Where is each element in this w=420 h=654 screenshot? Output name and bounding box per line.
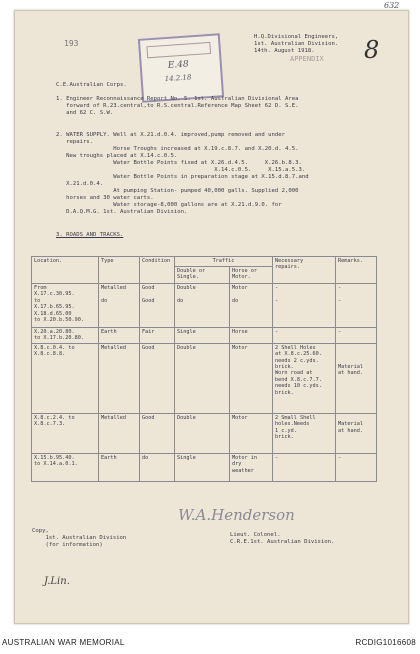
addressee: C.E.Australian Corps.	[56, 82, 127, 88]
stamp-ref: E.48	[167, 59, 190, 71]
col-condition: Condition	[140, 257, 175, 284]
table-row	[32, 284, 377, 328]
header-unit: H.Q.Divisional Engineers,	[254, 34, 339, 40]
footer-institution: AUSTRALIAN WAR MEMORIAL	[2, 638, 125, 647]
col-traffic: Traffic	[175, 257, 273, 267]
cell-condition: do	[140, 453, 175, 481]
cell-horse: Motor	[230, 343, 273, 413]
corner-archive-number: 632	[384, 1, 400, 10]
signature-block: Lieut. Colonel. C.R.E.1st. Australian Division.	[230, 532, 335, 545]
cell-type: Metalled do	[99, 284, 140, 328]
appendix-label: APPENDIX	[290, 55, 324, 63]
copy-distribution: Copy, 1st. Australian Division (for information)	[32, 528, 127, 548]
cell-location: X.20.a.20.80. to X.17.b.20.80.	[32, 328, 99, 344]
footer-identifier: RCDIG1016608	[355, 638, 416, 647]
cell-type: Earth	[99, 453, 140, 481]
cell-double: Single	[175, 328, 230, 344]
receipt-stamp	[138, 33, 224, 103]
cell-remarks: -	[336, 328, 377, 344]
cell-location: X.8.c.2.4. to X.8.c.7.3.	[32, 413, 99, 453]
col-remarks: Remarks.	[336, 257, 377, 284]
roads-table	[31, 256, 377, 482]
cell-repairs: - -	[273, 284, 336, 328]
table-row	[32, 328, 377, 344]
table-row	[32, 343, 377, 413]
col-double-single: Double or Single.	[175, 267, 230, 284]
cell-repairs: 2 Small Shell holes.Needs 1 c.yd. brick.	[273, 413, 336, 453]
col-type: Type	[99, 257, 140, 284]
cell-condition: Good	[140, 413, 175, 453]
paragraph-roads: 3. ROADS AND TRACKS.	[56, 232, 124, 238]
cell-double: Double do	[175, 284, 230, 328]
archive-footer	[0, 630, 420, 654]
cell-repairs: -	[273, 328, 336, 344]
header-date: 14th. August 1918.	[254, 48, 315, 54]
cell-location: X.15.b.95.40. to X.14.a.0.1.	[32, 453, 99, 481]
appendix-number: 8	[364, 36, 380, 64]
cell-type: Earth	[99, 328, 140, 344]
cell-repairs: 2 Shell Holes at X.8.c.25.60. needs 2 c.yds. brick. Worn road at bend X.8.c.7.7. needs 10 c.yds. brick.	[273, 343, 336, 413]
cell-location: From X.17.c.30.95. to X.17.b.65.95. X.18.d.65.00 to X.20.b.50.90.	[32, 284, 99, 328]
col-location: Location.	[32, 257, 99, 284]
stamp-date: 14.2.18	[164, 73, 192, 84]
cell-horse: Motor do	[230, 284, 273, 328]
cell-condition: Fair	[140, 328, 175, 344]
cell-double: Double	[175, 413, 230, 453]
header-division: 1st. Australian Division.	[254, 41, 339, 47]
cell-double: Double	[175, 343, 230, 413]
initials: J.Lin.	[44, 576, 70, 587]
cell-remarks: -	[336, 453, 377, 481]
cell-horse: Motor in dry weather	[230, 453, 273, 481]
cell-repairs: -	[273, 453, 336, 481]
cell-horse: Horse	[230, 328, 273, 344]
cell-condition: Good	[140, 343, 175, 413]
paragraph-water-supply: 2. WATER SUPPLY. Well at X.21.d.0.4. improved,pump removed and under repairs. Horse Troughs increased at X.19.c.8.7. and X.20.d. 4.5. New troughs placed at X.14.c.0.5. Water Bottle Points fixed at X.26.d.4.5. X.26.b.8.3. X.14.c.0.5. X.15.a.5.3. Water Bottle Points in preparation stage at X.15.d.8.7.and X.21.d.0.4. At pumping Station- pumped 40,000 galls. Supplied 2,000 horses and 30 water carts. Water storage-8,000 gallons are at X.21.d.9.0. for D.A.Q.M.G. 1st. Australian Division.	[56, 132, 309, 215]
cell-condition: Good Good	[140, 284, 175, 328]
cell-double: Single	[175, 453, 230, 481]
signature: W.A.Henderson	[178, 506, 295, 524]
col-repairs: Necessary repairs.	[273, 257, 336, 284]
cell-location: X.8.c.0.4. to X.8.c.8.8.	[32, 343, 99, 413]
cell-remarks: Material at hand.	[336, 343, 377, 413]
page-number: 193	[64, 39, 79, 48]
cell-type: Metalled	[99, 343, 140, 413]
cell-type: Metalled	[99, 413, 140, 453]
cell-remarks: - -	[336, 284, 377, 328]
table-header-row	[32, 257, 377, 267]
table-row	[32, 453, 377, 481]
paragraph-reconnaissance: 1. Engineer Reconnaissance Report No. 5. 1st. Australian Divisional Area forward of R.23.central,to R.S.central.Reference Map Sheet 62 D. S.E. and 62 C. S.W.	[56, 96, 299, 116]
cell-horse: Motor	[230, 413, 273, 453]
cell-remarks: Material at hand.	[336, 413, 377, 453]
table-row	[32, 413, 377, 453]
col-horse-motor: Horse or Motor.	[230, 267, 273, 284]
